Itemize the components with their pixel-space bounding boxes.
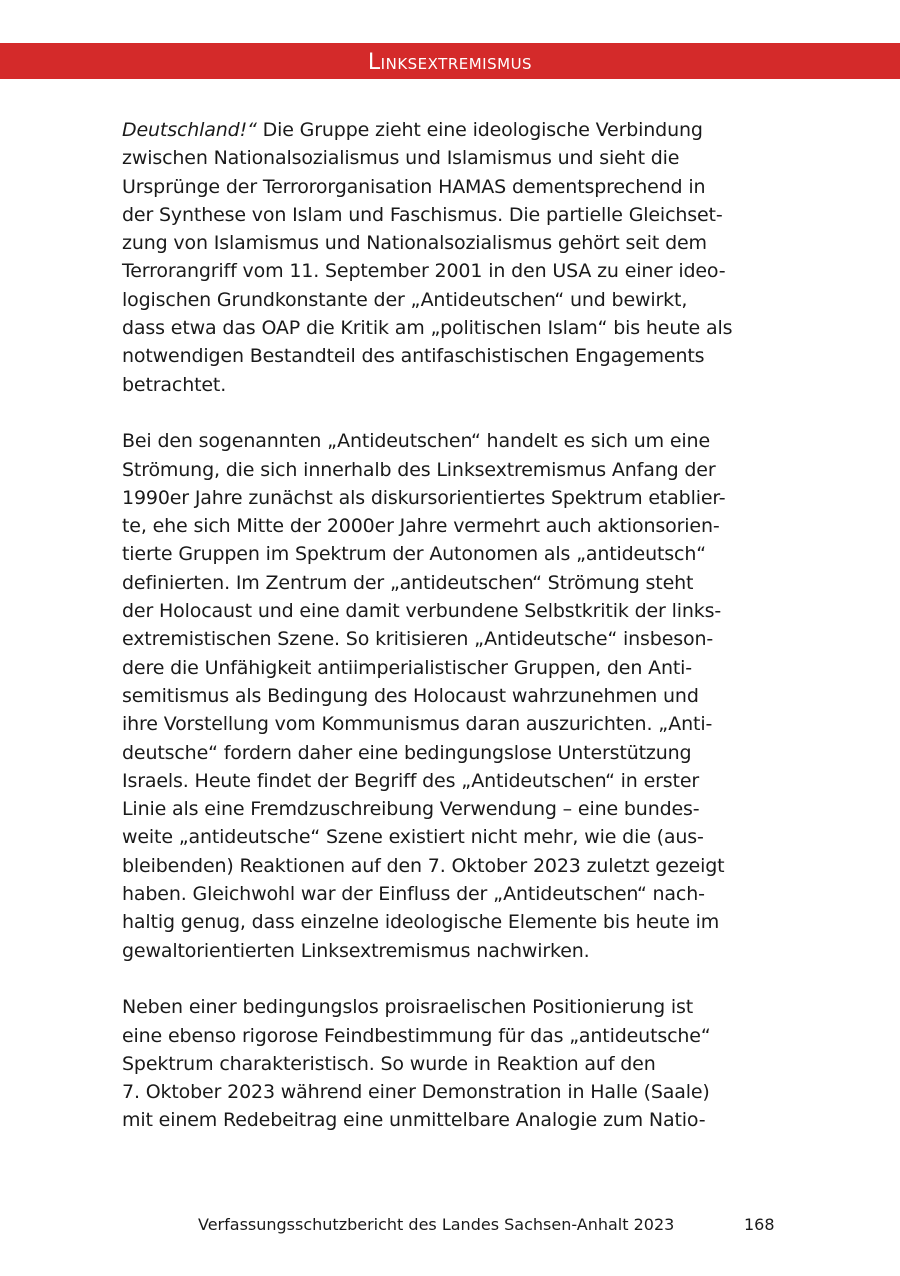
text-line: Terrorangriff vom 11. September 2001 in den USA zu einer ideo- bbox=[122, 260, 726, 283]
text-line: der Holocaust und eine damit verbundene Selbstkritik der links- bbox=[122, 600, 722, 623]
text-line: semitismus als Bedingung des Holocaust wahrzunehmen und bbox=[122, 684, 699, 707]
text-line: mit einem Redebeitrag eine unmittelbare Analogie zum Natio- bbox=[122, 1109, 706, 1132]
text-line: te, ehe sich Mitte der 2000er Jahre vermehrt auch aktionsorien- bbox=[122, 515, 720, 538]
text-line: der Synthese von Islam und Faschismus. Die partielle Gleichset- bbox=[122, 203, 723, 226]
text-line: eine ebenso rigorose Feindbestimmung für das „antideutsche“ bbox=[122, 1024, 711, 1047]
text-line: 7. Oktober 2023 während einer Demonstration in Halle (Saale) bbox=[122, 1081, 710, 1104]
text-line: bleibenden) Reaktionen auf den 7. Oktober 2023 zuletzt gezeigt bbox=[122, 854, 725, 877]
body-text bbox=[122, 116, 802, 1163]
text-line: Ursprünge der Terrororganisation HAMAS dementsprechend in bbox=[122, 175, 706, 198]
text-line: notwendigen Bestandteil des antifaschistischen Engagements bbox=[122, 345, 705, 368]
text-line: Israels. Heute findet der Begriff des „Antideutschen“ in erster bbox=[122, 769, 700, 792]
footer-source: Verfassungsschutzbericht des Landes Sachsen-Anhalt 2023 bbox=[198, 1215, 675, 1234]
text-line: logischen Grundkonstante der „Antideutschen“ und bewirkt, bbox=[122, 288, 688, 311]
text-line: weite „antideutsche“ Szene existiert nicht mehr, wie die (aus- bbox=[122, 826, 704, 849]
text-line: 1990er Jahre zunächst als diskursorientiertes Spektrum etablier- bbox=[122, 486, 726, 509]
text-line: Linie als eine Fremdzuschreibung Verwendung – eine bundes- bbox=[122, 798, 700, 821]
text-line: dere die Unfähigkeit antiimperialistischer Gruppen, den Anti- bbox=[122, 656, 692, 679]
page-number: 168 bbox=[744, 1215, 775, 1234]
paragraph-3 bbox=[122, 993, 802, 1134]
text-line: Bei den sogenannten „Antideutschen“ handelt es sich um eine bbox=[122, 430, 710, 453]
text-line: definierten. Im Zentrum der „antideutschen“ Strömung steht bbox=[122, 571, 694, 594]
text-line: Spektrum charakteristisch. So wurde in Reaktion auf den bbox=[122, 1052, 656, 1075]
paragraph-2 bbox=[122, 427, 802, 965]
text-line: zung von Islamismus und Nationalsozialismus gehört seit dem bbox=[122, 232, 707, 255]
chapter-title: Linksextremismus bbox=[367, 50, 533, 75]
text-line: betrachtet. bbox=[122, 373, 227, 396]
italic-lead: Deutschland!“ bbox=[122, 119, 257, 141]
text-line: deutsche“ fordern daher eine bedingungslose Unterstützung bbox=[122, 741, 692, 764]
text-line: extremistischen Szene. So kritisieren „Antideutsche“ insbeson- bbox=[122, 628, 714, 651]
paragraph-1 bbox=[122, 116, 802, 399]
text-line: tierte Gruppen im Spektrum der Autonomen als „antideutsch“ bbox=[122, 543, 706, 566]
text-line: Strömung, die sich innerhalb des Linksextremismus Anfang der bbox=[122, 458, 716, 481]
text-line: Neben einer bedingungslos proisraelischen Positionierung ist bbox=[122, 996, 694, 1019]
text-line: Deutschland!“ Die Gruppe zieht eine ideologische Verbindung bbox=[122, 119, 703, 141]
text-line: haltig genug, dass einzelne ideologische Elemente bis heute im bbox=[122, 911, 720, 934]
text-line: dass etwa das OAP die Kritik am „politischen Islam“ bis heute als bbox=[122, 317, 733, 340]
chapter-header-band bbox=[0, 43, 900, 79]
text-line: gewaltorientierten Linksextremismus nachwirken. bbox=[122, 939, 590, 962]
text-line: ihre Vorstellung vom Kommunismus daran auszurichten. „Anti- bbox=[122, 713, 713, 736]
text-line: zwischen Nationalsozialismus und Islamismus und sieht die bbox=[122, 147, 680, 170]
text-line: haben. Gleichwohl war der Einfluss der „Antideutschen“ nach- bbox=[122, 883, 705, 906]
